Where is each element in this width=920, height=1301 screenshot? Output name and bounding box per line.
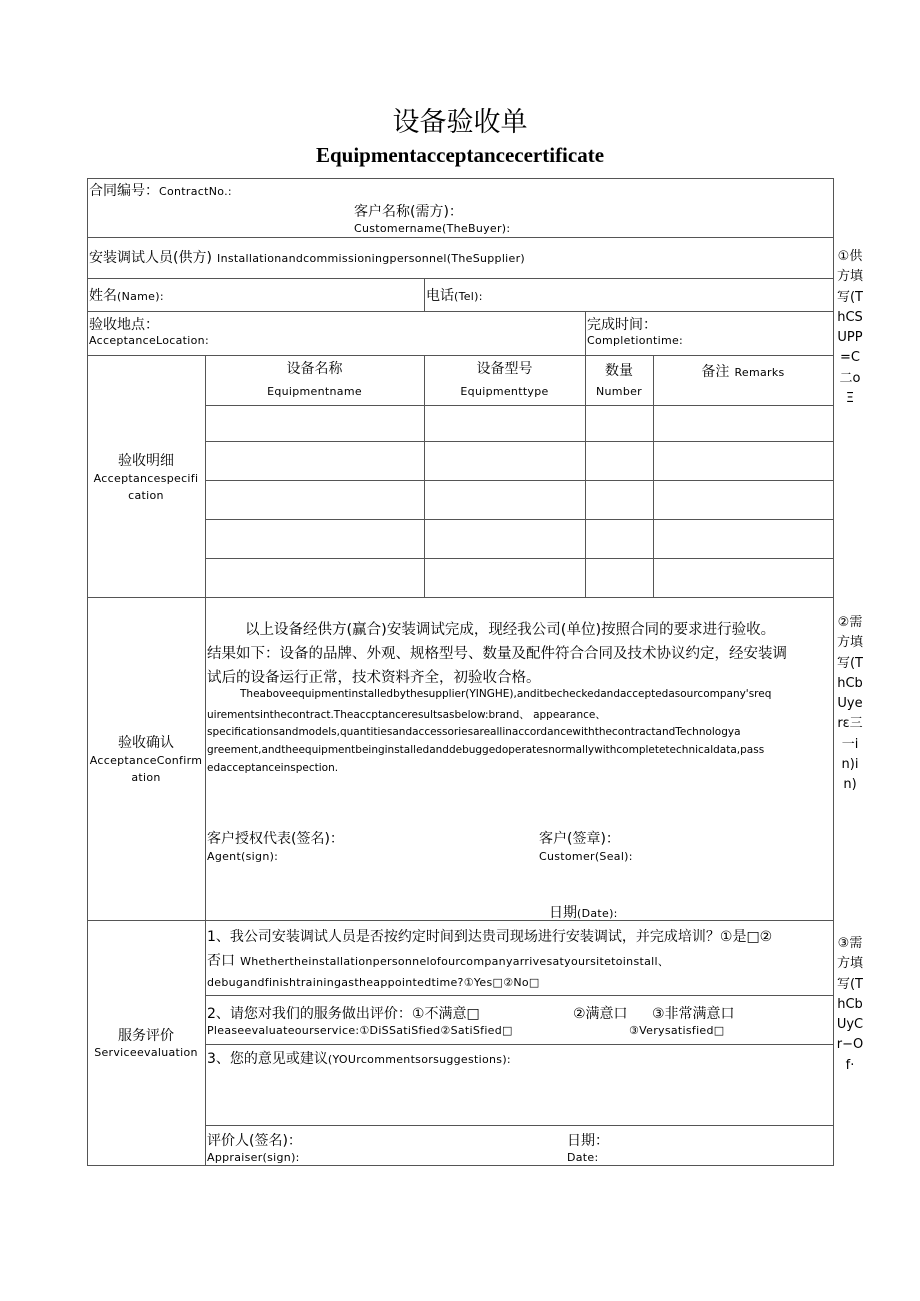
confirm-date-field[interactable]: 日期(Date): [549,905,618,921]
name-field[interactable]: 姓名(Name): [89,288,164,304]
question-1: 1、我公司安装调试人员是否按约定时间到达贵司现场进行安装调试，并完成培训？①是□② [207,929,773,945]
buyer-label: 客户名称(需方)： [354,204,463,220]
no-checkbox[interactable]: 否口 [207,953,235,969]
confirm-label-en: AcceptanceConfirm [89,754,203,767]
col-equipment-name-en: Equipmentname [267,385,362,398]
col-number-en: Number [596,385,642,398]
detail-label-en-2: cation [128,489,164,502]
page-title: 设备验收单 [392,107,528,138]
confirm-text-en: greement,andtheequipmentbeinginstalledanddebuggedoperatesnormallywithcompletetechnicaldata,pass [207,744,765,756]
customer-seal-field[interactable]: Customer(Seal): [539,850,633,863]
side-note-buyer-service: ③需方填写(ThCbUyCr−Of· [836,936,864,1073]
buyer-field[interactable]: Customername(TheBuyer): [354,222,511,235]
agent-label: 客户授权代表(签名)： [207,831,344,847]
satisfied-option[interactable]: ②满意口 [573,1006,628,1022]
tel-field[interactable]: 电话(Tel): [426,288,483,304]
side-note-supplier: ①供方填写(ThCSUPP=C二oΞ [836,249,863,407]
very-satisfied-en[interactable]: ③Verysatisfied□ [629,1024,725,1037]
service-date-field[interactable]: Date: [567,1151,599,1164]
confirm-text: 结果如下：设备的品牌、外观、规格型号、数量及配件符合合同及技术协议约定，经安装调 [207,646,787,662]
confirm-label: 验收确认 [118,735,174,751]
installer-field[interactable]: 安装调试人员(供方) Installationandcommissioningpersonnel(TheSupplier) [89,250,526,266]
question-2[interactable]: 2、请您对我们的服务做出评价：①不满意□ [207,1006,480,1022]
agent-sign-field[interactable]: Agent(sign): [207,850,279,863]
confirm-text-en: Theaboveequipmentinstalledbythesupplier(YINGHE),anditbecheckedandacceptedasourcompany'sreq [240,688,772,700]
appraiser-label: 评价人(签名)： [207,1133,302,1149]
appraiser-sign-field[interactable]: Appraiser(sign): [207,1151,300,1164]
very-satisfied-option[interactable]: ③非常满意口 [652,1006,735,1022]
service-date-label: 日期： [567,1133,609,1149]
detail-label: 验收明细 [118,453,174,469]
question-1-line2: 否口 Whethertheinstallationpersonnelofourcompanyarrivesatyoursitetoinstall、 [207,953,670,969]
question-3: 3、您的意见或建议(YOUrcommentsorsuggestions): [207,1051,511,1067]
col-equipment-type: 设备型号 [476,361,533,377]
contract-no-field[interactable]: 合同编号：ContractNo.: [89,183,232,199]
col-number: 数量 [605,363,633,379]
page-subtitle: Equipmentacceptancecertificate [315,143,605,167]
confirm-text-en: uirementsinthecontract.Theaccptanceresultsasbelow:brand、 appearance、 [207,709,606,721]
completion-field[interactable]: Completiontime: [587,334,684,347]
confirm-text-en: specificationsandmodels,quantitiesandaccessoriesareallinaccordancewiththecontractandTechnologya [207,726,741,738]
question-1-en[interactable]: debugandfinishtrainingastheappointedtime?①Yes□②No□ [207,976,540,989]
location-field[interactable]: AcceptanceLocation: [89,334,209,347]
confirm-label-en-2: ation [131,771,161,784]
completion-label: 完成时间： [587,317,657,333]
side-note-buyer: ②需方填写(ThCbUyerε三一in)in) [836,615,863,793]
service-label-en: Serviceevaluation [94,1046,198,1059]
confirm-text: 以上设备经供方(赢合)安装调试完成，现经我公司(单位)按照合同的要求进行验收。 [245,622,776,638]
col-remarks: 备注 Remarks [701,364,785,380]
col-equipment-type-en: Equipmenttype [460,385,549,398]
question-2-en[interactable]: Pleaseevaluateourservice:①DiSSatiSfied②SatiSfied□ [207,1024,513,1037]
detail-label-en: Acceptancespecifi [93,472,199,485]
location-label: 验收地点： [89,317,159,333]
col-equipment-name: 设备名称 [286,361,343,377]
confirm-text-en: edacceptanceinspection. [207,762,339,774]
confirm-text: 试后的设备运行正常，技术资料齐全，初验收合格。 [207,670,541,686]
service-label: 服务评价 [118,1028,174,1044]
comments-area[interactable] [207,1068,831,1123]
customer-label: 客户(签章)： [539,831,620,847]
